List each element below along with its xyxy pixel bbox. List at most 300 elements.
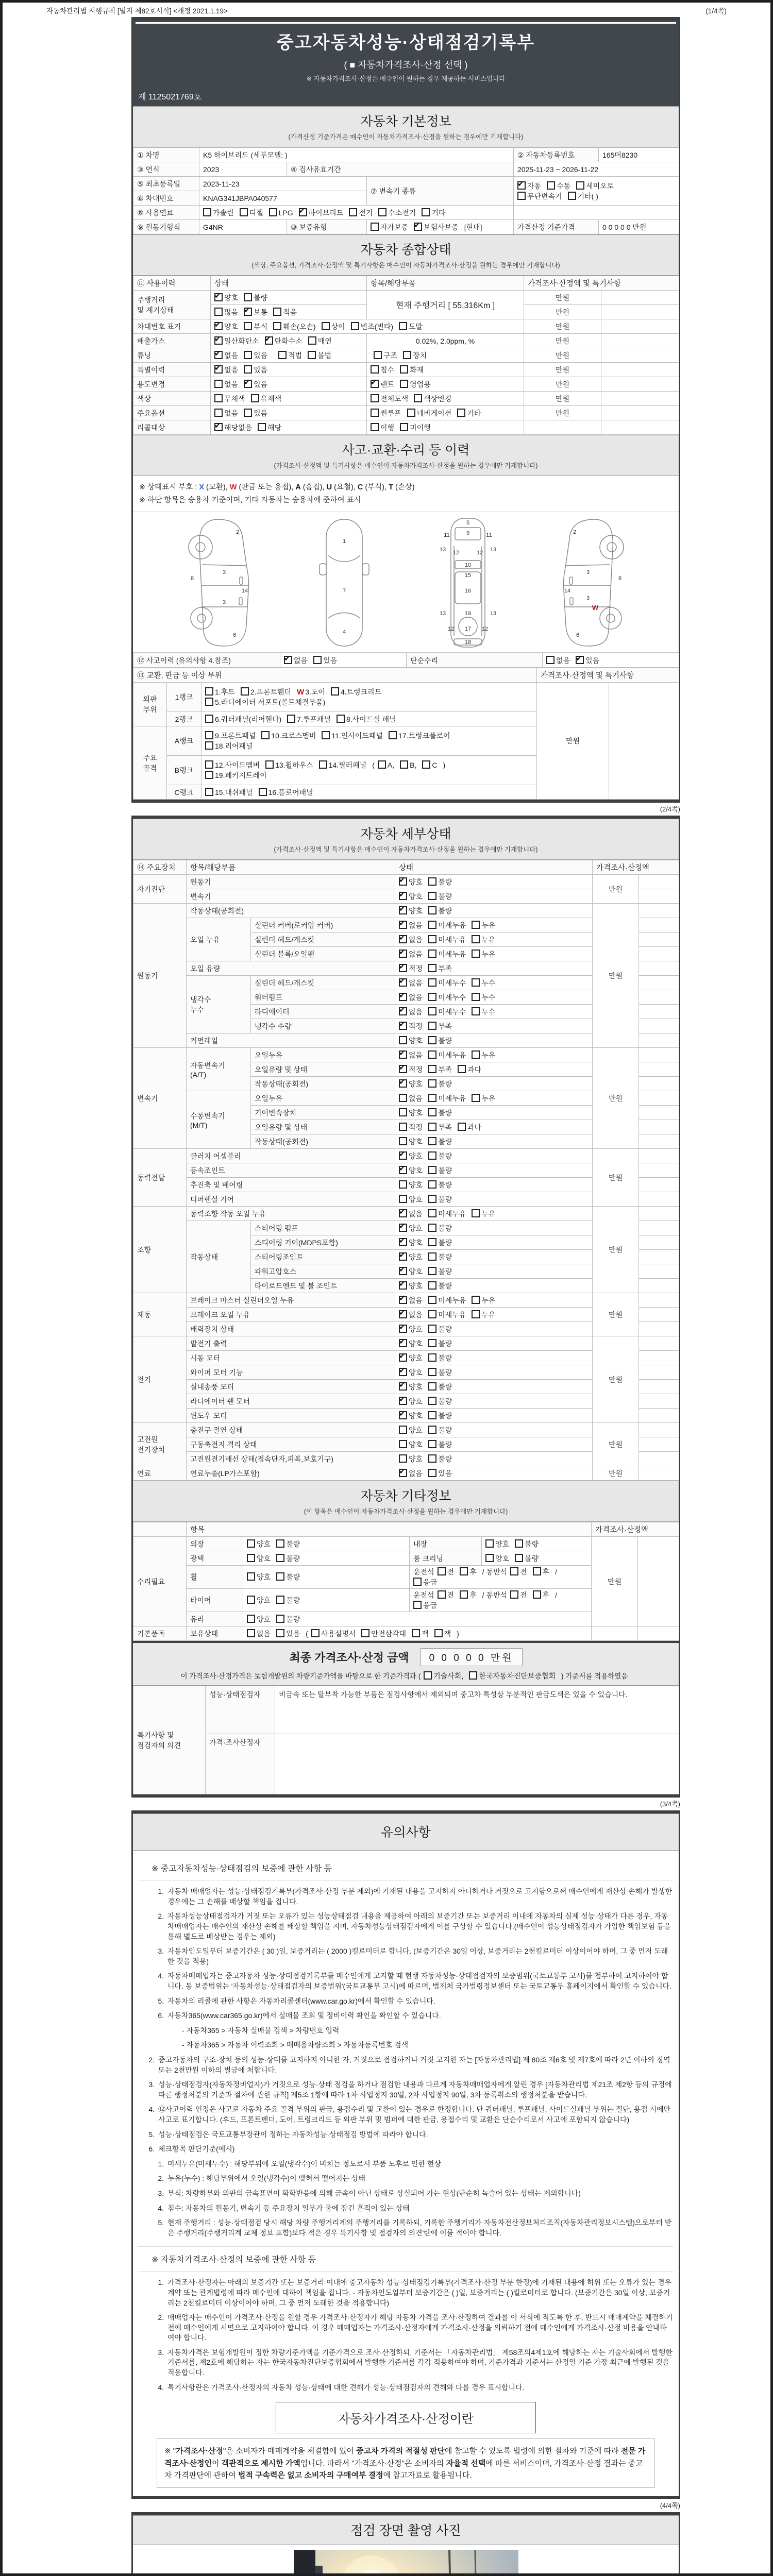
checkbox-unchecked[interactable]: [428, 1325, 436, 1333]
checkbox-option[interactable]: [284, 655, 308, 666]
checkbox-option[interactable]: [399, 1050, 423, 1060]
checkbox-unchecked[interactable]: [273, 308, 281, 316]
checkbox-unchecked[interactable]: [510, 1567, 518, 1575]
checkbox-unchecked[interactable]: [351, 322, 359, 330]
checkbox-unchecked[interactable]: [457, 409, 465, 417]
checkbox-option[interactable]: [400, 365, 424, 375]
checkbox-option[interactable]: [412, 1629, 429, 1639]
checkbox-option[interactable]: [244, 408, 267, 418]
checkbox-option[interactable]: [214, 350, 238, 361]
checkbox-option[interactable]: [399, 1137, 423, 1147]
checkbox-unchecked[interactable]: [428, 877, 436, 886]
checkbox-checked[interactable]: [371, 380, 379, 388]
checkbox-cell[interactable]: [395, 961, 593, 976]
checkbox-unchecked[interactable]: [214, 380, 223, 388]
checkbox-option[interactable]: [428, 1021, 452, 1031]
checkbox-unchecked[interactable]: [247, 1596, 255, 1604]
checkbox-cell[interactable]: [395, 1062, 593, 1077]
checkbox-unchecked[interactable]: [428, 1151, 436, 1160]
checkbox-checked[interactable]: [214, 322, 223, 330]
checkbox-option[interactable]: [428, 1165, 452, 1176]
checkbox-option[interactable]: [214, 408, 238, 418]
checkbox-unchecked[interactable]: [428, 1108, 436, 1116]
checkbox-checked[interactable]: [399, 935, 407, 943]
checkbox-unchecked[interactable]: [546, 656, 554, 664]
checkbox-unchecked[interactable]: [424, 1671, 432, 1680]
checkbox-unchecked[interactable]: [276, 1596, 284, 1604]
checkbox-option[interactable]: [399, 1324, 423, 1334]
checkbox-cell[interactable]: [395, 1466, 593, 1481]
checkbox-unchecked[interactable]: [378, 208, 386, 216]
checkbox-cell[interactable]: [395, 1192, 593, 1207]
checkbox-option[interactable]: [399, 1209, 423, 1219]
checkbox-unchecked[interactable]: [276, 1629, 284, 1637]
checkbox-option[interactable]: [399, 1021, 423, 1031]
checkbox-option[interactable]: [273, 321, 315, 332]
checkbox-cell[interactable]: [514, 177, 679, 206]
checkbox-unchecked[interactable]: [422, 208, 430, 216]
checkbox-cell[interactable]: [395, 1221, 593, 1235]
checkbox-option[interactable]: [458, 1122, 481, 1132]
checkbox-checked[interactable]: [299, 208, 307, 216]
checkbox-option[interactable]: [428, 906, 452, 916]
checkbox-option[interactable]: [399, 1411, 423, 1421]
checkbox-option[interactable]: [515, 1553, 539, 1564]
checkbox-option[interactable]: [399, 877, 423, 887]
checkbox-unchecked[interactable]: [214, 409, 223, 417]
checkbox-unchecked[interactable]: [428, 921, 436, 929]
checkbox-unchecked[interactable]: [399, 322, 407, 330]
checkbox-option[interactable]: [403, 350, 427, 361]
checkbox-option[interactable]: [399, 1079, 423, 1089]
checkbox-option[interactable]: [428, 1411, 452, 1421]
checkbox-option[interactable]: [399, 1064, 423, 1075]
checkbox-unchecked[interactable]: [371, 365, 379, 374]
checkbox-option[interactable]: [371, 379, 394, 389]
checkbox-unchecked[interactable]: [510, 1590, 518, 1599]
checkbox-unchecked[interactable]: [403, 351, 411, 359]
checkbox-cell[interactable]: [201, 785, 537, 800]
checkbox-unchecked[interactable]: [517, 192, 526, 200]
checkbox-unchecked[interactable]: [276, 1572, 284, 1581]
checkbox-cell[interactable]: [243, 1537, 410, 1551]
checkbox-unchecked[interactable]: [428, 1224, 436, 1232]
checkbox-option[interactable]: [247, 1539, 271, 1549]
checkbox-cell[interactable]: [395, 1048, 593, 1062]
checkbox-checked[interactable]: [399, 892, 407, 900]
checkbox-option[interactable]: [311, 1629, 356, 1639]
checkbox-option[interactable]: [276, 1572, 300, 1582]
checkbox-unchecked[interactable]: [244, 409, 252, 417]
checkbox-option[interactable]: [361, 1629, 406, 1639]
checkbox-cell[interactable]: [395, 1106, 593, 1120]
checkbox-checked[interactable]: [399, 1166, 407, 1174]
checkbox-option[interactable]: [351, 321, 393, 332]
checkbox-option[interactable]: [517, 191, 562, 201]
checkbox-option[interactable]: [378, 208, 416, 218]
checkbox-option[interactable]: [205, 760, 260, 770]
checkbox-unchecked[interactable]: [214, 394, 223, 402]
checkbox-cell[interactable]: [395, 1423, 593, 1437]
checkbox-option[interactable]: [428, 877, 452, 887]
checkbox-option[interactable]: [214, 307, 238, 317]
checkbox-cell[interactable]: [211, 334, 367, 348]
checkbox-option[interactable]: [568, 191, 598, 201]
checkbox-cell[interactable]: [395, 904, 593, 918]
checkbox-unchecked[interactable]: [247, 1554, 255, 1562]
checkbox-unchecked[interactable]: [428, 1353, 436, 1362]
checkbox-option[interactable]: [247, 1614, 271, 1624]
checkbox-option[interactable]: [205, 714, 281, 724]
checkbox-option[interactable]: [438, 1567, 455, 1577]
checkbox-option[interactable]: [297, 687, 325, 697]
checkbox-option[interactable]: [276, 1553, 300, 1564]
checkbox-checked[interactable]: [414, 223, 422, 231]
checkbox-option[interactable]: [428, 1050, 466, 1060]
checkbox-unchecked[interactable]: [428, 935, 436, 943]
checkbox-cell[interactable]: [395, 1293, 593, 1308]
checkbox-checked[interactable]: [399, 1079, 407, 1088]
checkbox-option[interactable]: [399, 1223, 423, 1233]
checkbox-unchecked[interactable]: [205, 698, 213, 706]
checkbox-cell[interactable]: [395, 1380, 593, 1394]
checkbox-checked[interactable]: [517, 181, 526, 190]
checkbox-option[interactable]: [510, 1590, 527, 1600]
checkbox-cell[interactable]: [367, 377, 524, 392]
checkbox-cell[interactable]: [395, 1163, 593, 1178]
checkbox-option[interactable]: [472, 935, 495, 945]
checkbox-unchecked[interactable]: [472, 1209, 480, 1217]
checkbox-unchecked[interactable]: [400, 760, 408, 769]
checkbox-option[interactable]: [428, 1093, 466, 1104]
checkbox-unchecked[interactable]: [428, 1238, 436, 1246]
checkbox-option[interactable]: [428, 1324, 452, 1334]
checkbox-option[interactable]: [214, 321, 238, 332]
checkbox-option[interactable]: [205, 731, 256, 741]
checkbox-cell[interactable]: [395, 918, 593, 933]
checkbox-option[interactable]: [399, 1165, 423, 1176]
checkbox-unchecked[interactable]: [428, 906, 436, 914]
checkbox-unchecked[interactable]: [469, 1671, 477, 1680]
checkbox-checked[interactable]: [576, 656, 584, 664]
checkbox-unchecked[interactable]: [399, 1123, 407, 1131]
checkbox-cell[interactable]: [395, 1033, 593, 1048]
checkbox-cell[interactable]: [211, 348, 367, 363]
checkbox-checked[interactable]: [399, 1339, 407, 1347]
checkbox-cell[interactable]: [243, 1566, 410, 1589]
checkbox-option[interactable]: [428, 1382, 452, 1392]
checkbox-option[interactable]: [241, 687, 291, 697]
checkbox-checked[interactable]: [399, 1050, 407, 1059]
checkbox-cell[interactable]: [211, 377, 367, 392]
checkbox-unchecked[interactable]: [472, 935, 480, 943]
checkbox-option[interactable]: [276, 1614, 300, 1624]
checkbox-option[interactable]: [472, 978, 495, 988]
checkbox-option[interactable]: [244, 307, 267, 317]
checkbox-option[interactable]: [399, 1353, 423, 1363]
checkbox-unchecked[interactable]: [458, 1123, 466, 1131]
checkbox-checked[interactable]: [399, 1238, 407, 1246]
checkbox-unchecked[interactable]: [389, 731, 397, 739]
checkbox-unchecked[interactable]: [460, 1567, 468, 1575]
checkbox-unchecked[interactable]: [399, 1036, 407, 1044]
checkbox-unchecked[interactable]: [568, 192, 576, 200]
checkbox-option[interactable]: [399, 1281, 423, 1291]
checkbox-cell[interactable]: [395, 976, 593, 990]
checkbox-option[interactable]: [472, 992, 495, 1003]
checkbox-option[interactable]: [428, 1151, 452, 1161]
checkbox-unchecked[interactable]: [428, 1065, 436, 1073]
checkbox-option[interactable]: [214, 394, 245, 404]
checkbox-cell[interactable]: [395, 1077, 593, 1091]
checkbox-unchecked[interactable]: [533, 1590, 541, 1599]
checkbox-option[interactable]: [265, 760, 313, 770]
checkbox-unchecked[interactable]: [428, 1209, 436, 1217]
checkbox-cell[interactable]: [395, 1452, 593, 1466]
checkbox-option[interactable]: [399, 1425, 423, 1435]
checkbox-unchecked[interactable]: [428, 1469, 436, 1477]
checkbox-option[interactable]: [428, 1266, 452, 1277]
checkbox-checked[interactable]: [244, 308, 252, 316]
checkbox-unchecked[interactable]: [428, 1411, 436, 1419]
checkbox-option[interactable]: [205, 787, 253, 798]
checkbox-option[interactable]: [399, 963, 423, 974]
checkbox-unchecked[interactable]: [322, 322, 330, 330]
checkbox-unchecked[interactable]: [371, 423, 379, 431]
checkbox-option[interactable]: [399, 906, 423, 916]
checkbox-option[interactable]: [399, 978, 423, 988]
checkbox-option[interactable]: [472, 1093, 495, 1104]
checkbox-unchecked[interactable]: [205, 687, 213, 696]
checkbox-checked[interactable]: [214, 351, 223, 359]
checkbox-option[interactable]: [472, 1007, 495, 1017]
checkbox-option[interactable]: [258, 422, 281, 433]
checkbox-unchecked[interactable]: [331, 687, 339, 696]
checkbox-unchecked[interactable]: [412, 1629, 420, 1637]
checkbox-option[interactable]: [371, 394, 408, 404]
checkbox-unchecked[interactable]: [276, 1615, 284, 1623]
checkbox-option[interactable]: [308, 350, 331, 361]
checkbox-cell[interactable]: [211, 406, 367, 420]
checkbox-checked[interactable]: [399, 1209, 407, 1217]
checkbox-option[interactable]: [322, 321, 345, 332]
checkbox-cell[interactable]: [199, 206, 514, 220]
checkbox-option[interactable]: [422, 208, 445, 218]
checkbox-option[interactable]: [472, 949, 495, 959]
checkbox-cell[interactable]: [395, 1394, 593, 1409]
checkbox-option[interactable]: [214, 379, 238, 389]
checkbox-cell[interactable]: [395, 1437, 593, 1452]
checkbox-option[interactable]: [428, 935, 466, 945]
checkbox-cell[interactable]: [367, 406, 524, 420]
checkbox-cell[interactable]: [482, 1537, 592, 1551]
checkbox-unchecked[interactable]: [428, 1267, 436, 1275]
checkbox-unchecked[interactable]: [205, 788, 213, 796]
checkbox-unchecked[interactable]: [485, 1554, 494, 1562]
checkbox-unchecked[interactable]: [458, 1065, 466, 1073]
checkbox-unchecked[interactable]: [205, 760, 213, 769]
checkbox-unchecked[interactable]: [428, 1123, 436, 1131]
checkbox-unchecked[interactable]: [434, 1629, 443, 1637]
checkbox-checked[interactable]: [399, 1022, 407, 1030]
checkbox-unchecked[interactable]: [422, 760, 430, 769]
checkbox-cell[interactable]: [395, 1409, 593, 1423]
checkbox-option[interactable]: [240, 208, 263, 218]
checkbox-cell[interactable]: [243, 1626, 592, 1641]
checkbox-unchecked[interactable]: [407, 409, 415, 417]
checkbox-option[interactable]: [273, 307, 297, 317]
checkbox-unchecked[interactable]: [399, 1195, 407, 1203]
checkbox-cell[interactable]: [395, 1351, 593, 1365]
checkbox-unchecked[interactable]: [515, 1539, 523, 1548]
checkbox-option[interactable]: [424, 1671, 463, 1681]
checkbox-cell[interactable]: [395, 1120, 593, 1134]
checkbox-cell[interactable]: [211, 305, 367, 319]
checkbox-option[interactable]: [319, 760, 367, 770]
checkbox-cell[interactable]: [211, 420, 367, 435]
checkbox-checked[interactable]: [399, 1065, 407, 1073]
checkbox-unchecked[interactable]: [244, 351, 252, 359]
checkbox-option[interactable]: [460, 1567, 477, 1577]
checkbox-option[interactable]: [428, 1468, 452, 1479]
checkbox-option[interactable]: [399, 891, 423, 902]
checkbox-option[interactable]: [308, 336, 332, 346]
checkbox-unchecked[interactable]: [371, 223, 379, 231]
checkbox-checked[interactable]: [214, 293, 223, 301]
checkbox-unchecked[interactable]: [428, 1382, 436, 1391]
checkbox-unchecked[interactable]: [311, 1629, 320, 1637]
checkbox-option[interactable]: [472, 1050, 495, 1060]
checkbox-checked[interactable]: [399, 1007, 407, 1015]
checkbox-cell[interactable]: [395, 1250, 593, 1264]
checkbox-cell[interactable]: [395, 990, 593, 1005]
checkbox-unchecked[interactable]: [337, 715, 345, 723]
checkbox-option[interactable]: [428, 1180, 452, 1190]
checkbox-option[interactable]: [472, 1209, 495, 1219]
checkbox-option[interactable]: [247, 1553, 271, 1564]
checkbox-option[interactable]: [276, 1595, 300, 1605]
checkbox-unchecked[interactable]: [428, 1339, 436, 1347]
checkbox-cell[interactable]: [410, 1566, 592, 1589]
checkbox-option[interactable]: [399, 1093, 423, 1104]
checkbox-option[interactable]: [517, 181, 541, 191]
checkbox-unchecked[interactable]: [428, 1368, 436, 1376]
checkbox-checked[interactable]: [399, 1151, 407, 1160]
checkbox-unchecked[interactable]: [349, 208, 357, 216]
checkbox-option[interactable]: [214, 293, 238, 303]
checkbox-option[interactable]: [399, 949, 423, 959]
checkbox-checked[interactable]: [399, 1267, 407, 1275]
checkbox-cell[interactable]: [201, 712, 537, 726]
checkbox-option[interactable]: [371, 365, 394, 375]
checkbox-checked[interactable]: [399, 906, 407, 914]
checkbox-option[interactable]: [399, 1367, 423, 1378]
checkbox-unchecked[interactable]: [308, 336, 316, 345]
checkbox-option[interactable]: [400, 379, 431, 389]
checkbox-option[interactable]: [269, 208, 293, 217]
checkbox-option[interactable]: [400, 760, 416, 769]
checkbox-option[interactable]: [399, 1454, 423, 1464]
checkbox-unchecked[interactable]: [428, 1440, 436, 1448]
checkbox-unchecked[interactable]: [428, 1166, 436, 1174]
checkbox-checked[interactable]: [284, 656, 292, 664]
checkbox-option[interactable]: [428, 891, 452, 902]
checkbox-option[interactable]: [422, 760, 437, 769]
checkbox-cell[interactable]: [395, 1178, 593, 1192]
checkbox-cell[interactable]: [211, 319, 524, 334]
checkbox-option[interactable]: [428, 1223, 452, 1233]
checkbox-checked[interactable]: [399, 1397, 407, 1405]
checkbox-option[interactable]: [400, 422, 431, 433]
checkbox-unchecked[interactable]: [399, 1094, 407, 1102]
checkbox-unchecked[interactable]: [399, 1108, 407, 1116]
checkbox-unchecked[interactable]: [428, 993, 436, 1001]
checkbox-option[interactable]: [205, 687, 235, 697]
checkbox-option[interactable]: [472, 1310, 495, 1320]
checkbox-cell[interactable]: [395, 1308, 593, 1322]
checkbox-option[interactable]: [428, 1454, 452, 1464]
checkbox-unchecked[interactable]: [205, 731, 213, 739]
checkbox-option[interactable]: [205, 741, 253, 751]
checkbox-option[interactable]: [371, 422, 394, 433]
checkbox-checked[interactable]: [399, 1368, 407, 1376]
checkbox-unchecked[interactable]: [547, 181, 555, 190]
checkbox-option[interactable]: [244, 293, 267, 303]
checkbox-option[interactable]: [378, 760, 394, 769]
checkbox-option[interactable]: [576, 181, 614, 191]
checkbox-option[interactable]: [389, 731, 450, 741]
checkbox-checked[interactable]: [399, 1469, 407, 1477]
checkbox-option[interactable]: [515, 1539, 539, 1549]
checkbox-checked[interactable]: [399, 1252, 407, 1261]
checkbox-unchecked[interactable]: [240, 208, 248, 216]
checkbox-cell[interactable]: [395, 889, 593, 904]
checkbox-unchecked[interactable]: [244, 365, 252, 374]
checkbox-option[interactable]: [251, 394, 282, 404]
checkbox-option[interactable]: [399, 1396, 423, 1406]
checkbox-checked[interactable]: [399, 877, 407, 886]
checkbox-unchecked[interactable]: [374, 351, 382, 359]
checkbox-unchecked[interactable]: [428, 1195, 436, 1203]
checkbox-option[interactable]: [399, 1382, 423, 1392]
checkbox-option[interactable]: [533, 1590, 550, 1600]
checkbox-option[interactable]: [428, 1122, 452, 1132]
checkbox-option[interactable]: [428, 978, 466, 988]
checkbox-unchecked[interactable]: [414, 394, 422, 402]
checkbox-unchecked[interactable]: [265, 760, 274, 769]
checkbox-unchecked[interactable]: [428, 1310, 436, 1318]
checkbox-option[interactable]: [399, 1036, 423, 1046]
checkbox-unchecked[interactable]: [241, 687, 249, 696]
checkbox-unchecked[interactable]: [472, 1007, 480, 1015]
checkbox-checked[interactable]: [399, 993, 407, 1001]
checkbox-unchecked[interactable]: [428, 1180, 436, 1189]
checkbox-unchecked[interactable]: [273, 322, 281, 330]
checkbox-option[interactable]: [399, 1295, 423, 1306]
checkbox-unchecked[interactable]: [205, 715, 213, 723]
checkbox-checked[interactable]: [399, 1382, 407, 1391]
checkbox-option[interactable]: [428, 1425, 452, 1435]
checkbox-unchecked[interactable]: [438, 1590, 446, 1599]
checkbox-checked[interactable]: [399, 978, 407, 987]
checkbox-unchecked[interactable]: [428, 1137, 436, 1145]
checkbox-unchecked[interactable]: [428, 1079, 436, 1088]
checkbox-option[interactable]: [349, 208, 373, 218]
checkbox-option[interactable]: [331, 687, 381, 697]
checkbox-cell[interactable]: [243, 1551, 410, 1566]
checkbox-option[interactable]: [313, 655, 337, 666]
checkbox-unchecked[interactable]: [371, 394, 379, 402]
